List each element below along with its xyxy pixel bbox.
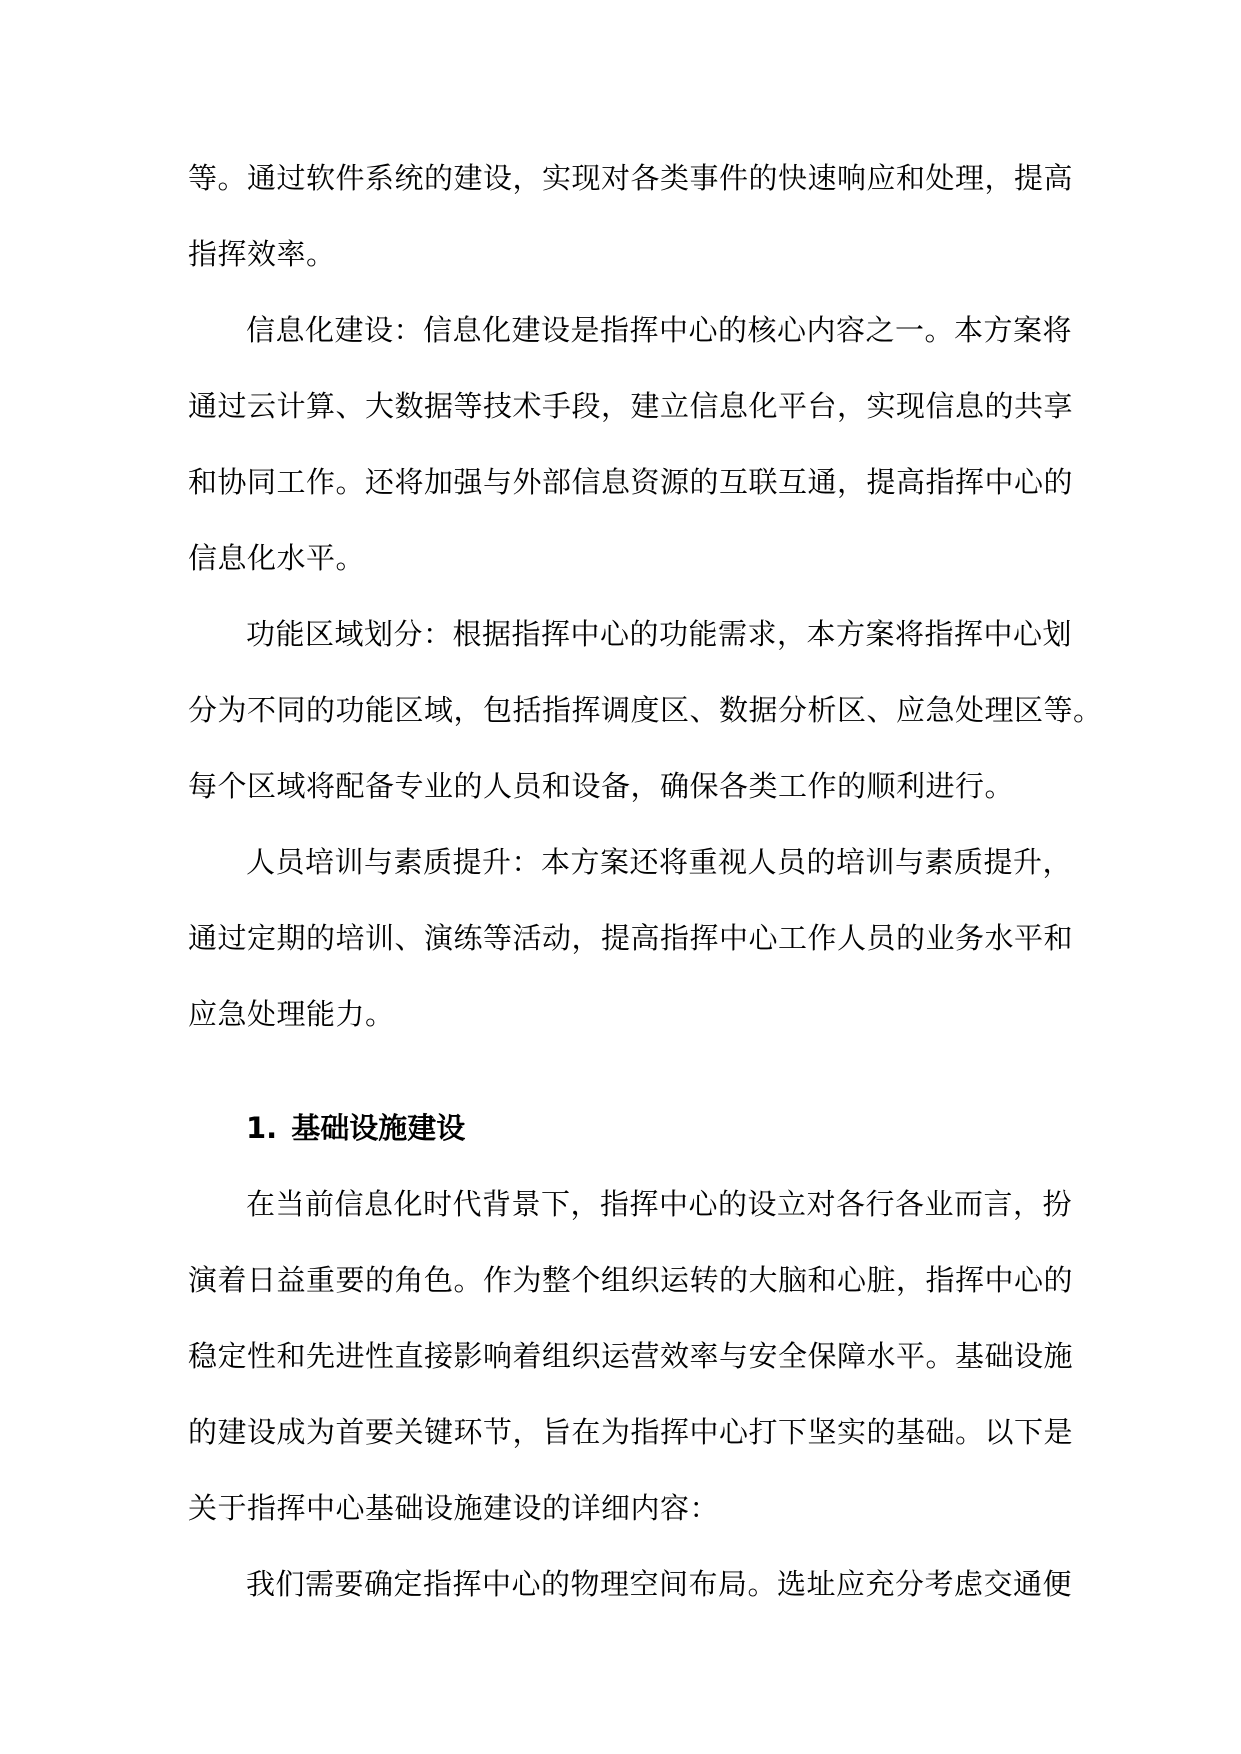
paragraph (188, 596, 1103, 824)
text-line: 等。通过软件系统的建设，实现对各类事件的快速响应和处理，提高 (188, 161, 1074, 195)
text-line: 信息化水平。 (188, 541, 366, 575)
text-line: 我们需要确定指挥中心的物理空间布局。选址应充分考虑交通便 (246, 1567, 1073, 1601)
section-number: 1. (246, 1111, 278, 1145)
text-line: 在当前信息化时代背景下，指挥中心的设立对各行各业而言，扮 (246, 1187, 1073, 1221)
paragraph (188, 1166, 1074, 1546)
text-line: 关于指挥中心基础设施建设的详细内容： (188, 1491, 720, 1525)
section-heading (188, 1090, 1053, 1166)
text-line: 的建设成为首要关键环节，旨在为指挥中心打下坚实的基础。以下是 (188, 1415, 1074, 1449)
text-line: 每个区域将配备专业的人员和设备，确保各类工作的顺利进行。 (188, 769, 1015, 803)
paragraph (188, 824, 1074, 1052)
text-line: 和协同工作。还将加强与外部信息资源的互联互通，提高指挥中心的 (188, 465, 1074, 499)
document-body (188, 140, 1103, 1622)
paragraph (188, 292, 1074, 596)
text-line: 功能区域划分：根据指挥中心的功能需求，本方案将指挥中心划 (246, 617, 1073, 651)
text-line: 通过云计算、大数据等技术手段，建立信息化平台，实现信息的共享 (188, 389, 1074, 423)
text-line: 演着日益重要的角色。作为整个组织运转的大脑和心脏，指挥中心的 (188, 1263, 1074, 1297)
section-title: 基础设施建设 (291, 1111, 466, 1145)
text-line: 稳定性和先进性直接影响着组织运营效率与安全保障水平。基础设施 (188, 1339, 1074, 1373)
text-line: 分为不同的功能区域，包括指挥调度区、数据分析区、应急处理区等。 (188, 693, 1103, 727)
text-line: 应急处理能力。 (188, 997, 395, 1031)
text-line: 信息化建设：信息化建设是指挥中心的核心内容之一。本方案将 (246, 313, 1073, 347)
text-line: 指挥效率。 (188, 237, 336, 271)
text-line: 人员培训与素质提升：本方案还将重视人员的培训与素质提升， (246, 845, 1073, 879)
text-line: 通过定期的培训、演练等活动，提高指挥中心工作人员的业务水平和 (188, 921, 1074, 955)
paragraph (188, 1546, 1073, 1622)
paragraph (188, 140, 1074, 292)
